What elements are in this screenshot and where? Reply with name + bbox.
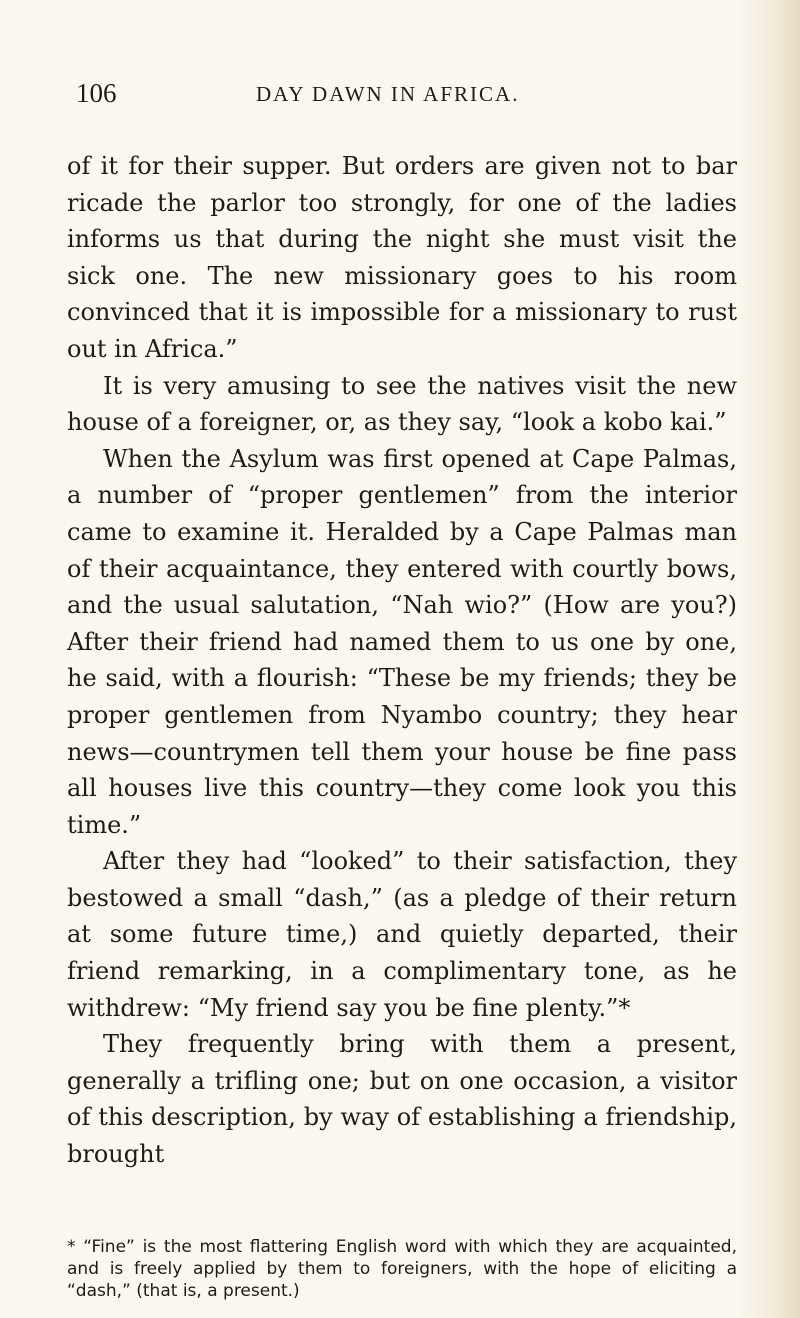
body-text	[67, 148, 737, 1173]
footnote	[67, 1236, 737, 1302]
running-head: DAY DAWN IN AFRICA.	[256, 82, 520, 106]
page-number: 106	[76, 78, 117, 108]
paragraph-presents: They frequently bring with them a present, generally a trifling one; but on one occasion, a visitor of this description, by way of establishing a friendship, brought	[67, 1030, 737, 1169]
paragraph-asylum-visit: When the Asylum was first opened at Cape Palmas, a number of “proper gentlemen” from the interior came to examine it. Heralded by a Cape Palmas man of their acquaintance, they entered with courtly bows, and the usual salutation, “Nah wio?” (How are you?) After their friend had named them to us one by one, he said, with a flourish: “These be my friends; they be proper gentlemen from Nyambo country; they hear news—countrymen tell them your house be fine pass all houses live this country—they come look you this time.”	[67, 444, 737, 839]
paragraph-kobo-kai: It is very amusing to see the natives visit the new house of a foreigner, or, as they say, “look a kobo kai.”	[67, 371, 737, 437]
footnote-text: * “Fine” is the most flattering English word with which they are acquainted, and is freely applied by them to foreigners, with the hope of eliciting a “dash,” (that is, a present.)	[67, 1237, 737, 1301]
paragraph-continuation: of it for their supper. But orders are given not to bar ricade the parlor too strongly, for one of the ladies informs us that during the night she must visit the sick one. The new missionary goes to his room convinced that it is impossible for a missionary to rust out in Africa.”	[67, 152, 737, 363]
page-header	[76, 78, 736, 118]
paragraph-dash: After they had “looked” to their satisfaction, they bestowed a small “dash,” (as a pledge of their return at some future time,) and quietly departed, their friend remarking, in a complimentary tone, as he withdrew: “My friend say you be fine plenty.”*	[67, 847, 737, 1022]
